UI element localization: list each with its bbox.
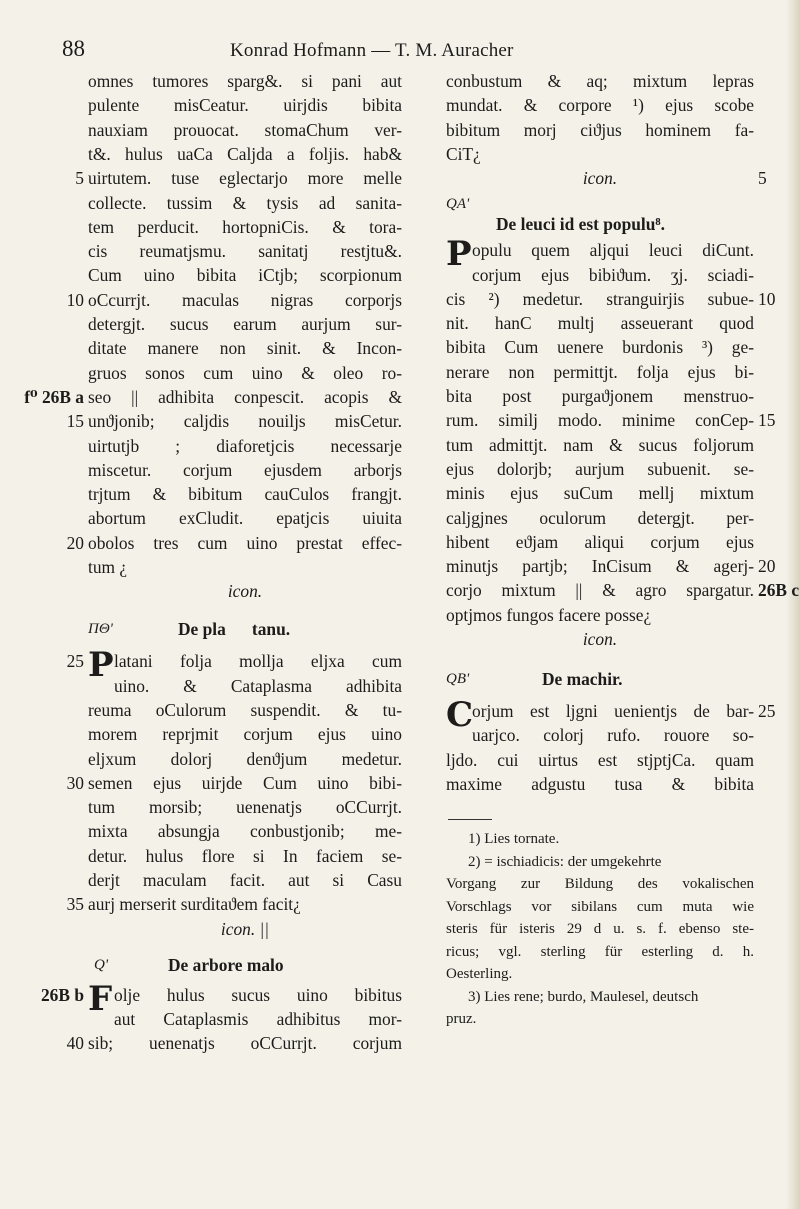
drop-cap-c: C — [446, 695, 474, 735]
footnote-rule — [448, 819, 492, 820]
line-text: nauxiam prouocat. stomaChum ver- — [88, 119, 402, 140]
line-text: mundat. & corpore ¹) ejus scobe — [446, 95, 754, 116]
line-text: ditate manere non sinit. & Incon- — [88, 338, 402, 359]
line-number: 20 — [758, 556, 776, 577]
text-line — [446, 409, 776, 431]
text-line — [88, 748, 402, 770]
line-text: tum admittjt. nam & sucus foljorum — [446, 434, 754, 455]
text-line — [88, 483, 402, 505]
line-text: ljdo. cui uirtus est stjptjCa. quam — [446, 749, 754, 770]
line-number: 5 — [758, 168, 767, 189]
text-line — [446, 288, 776, 310]
line-number: 35 — [66, 894, 84, 915]
line-text: corjum ejus bibiϑum. ʒj. sciadi- — [472, 264, 754, 285]
text-line — [446, 773, 754, 795]
line-text: bibitum morj ciϑjus hominem fa- — [446, 119, 754, 140]
line-number: 26B b — [40, 984, 84, 1005]
line-text: morem reprjmit corjum ejus uino — [88, 724, 402, 745]
line-text: derjt maculam facit. aut si Casu — [88, 870, 402, 890]
text-line — [88, 869, 402, 891]
line-text: nit. hanC multj asseuerant quod — [446, 313, 754, 334]
text-line — [88, 507, 402, 529]
text-line — [75, 167, 402, 189]
line-text: Cum uino bibita iCtjb; scorpionum — [88, 265, 402, 286]
line-text: ejus dolorjb; aurjum subuenit. se- — [446, 458, 754, 479]
text-line — [446, 70, 754, 92]
line-text: corjo mixtum || & agro spargatur. — [446, 580, 754, 601]
text-line — [446, 604, 754, 626]
heading-title: De machir. — [542, 669, 623, 689]
text-line — [88, 70, 402, 92]
text-line — [88, 723, 402, 745]
page-number: 88 — [62, 36, 85, 61]
line-text: bibita Cum uenere burdonis ³) ge- — [446, 337, 754, 358]
text-line — [446, 507, 754, 529]
heading-numeral: QA' — [446, 196, 470, 213]
text-line — [66, 410, 402, 432]
line-text: cis ²) medetur. stranguirjis subue- — [446, 288, 754, 309]
line-text: detergjt. sucus earum aurjum sur- — [88, 314, 402, 334]
line-text: optjmos fungos facere posse¿ — [446, 604, 652, 625]
line-text: tum ¿ — [88, 557, 128, 577]
line-text: omnes tumores sparg&. si pani aut — [88, 71, 402, 91]
line-text: conbustum & aq; mixtum lepras — [446, 71, 754, 91]
line-text: miscetur. corjum ejusdem arborjs — [88, 459, 402, 480]
text-line — [88, 699, 402, 721]
line-text: sib; uenenatjs oCCurrjt. corjum — [88, 1033, 402, 1054]
line-number: 10 — [758, 288, 776, 309]
footnote-line: Oesterling. — [446, 966, 513, 983]
text-line — [446, 434, 754, 456]
text-line — [88, 556, 402, 578]
line-text: uino. & Cataplasma adhibita — [114, 675, 402, 696]
line-number: 25 — [758, 701, 776, 721]
line-text: cis reumatjsmu. sanitatj restjtu&. — [88, 241, 402, 262]
text-line — [88, 435, 402, 457]
text-line — [446, 531, 754, 553]
line-number: f⁰ 26B a — [24, 386, 84, 407]
drop-cap-p: P — [88, 645, 114, 686]
line-text: uarjco. colorj rufo. rouore so- — [472, 725, 754, 746]
text-line — [88, 192, 402, 214]
line-text: opulu quem aljqui leuci diCunt. — [472, 240, 754, 261]
line-text: t&. hulus uaCa Caljda a foljis. hab& — [88, 143, 402, 164]
text-line — [88, 845, 402, 867]
line-text: olje hulus sucus uino bibitus — [114, 984, 402, 1005]
line-text: maxime adgustu tusa & bibita — [446, 773, 754, 794]
heading-numeral: ΠΘ' — [88, 621, 113, 638]
line-number: 5 — [75, 168, 84, 189]
text-line — [446, 695, 776, 735]
footnote-line: pruz. — [446, 1011, 477, 1028]
footnote-line: 1) Lies tornate. — [468, 831, 560, 848]
heading-numeral: Q' — [94, 956, 109, 973]
line-text: obolos tres cum uino prestat effec- — [88, 532, 402, 553]
line-number: 26B c — [758, 580, 800, 601]
text-line — [446, 361, 754, 383]
line-text: caljgjnes oculorum detergjt. per- — [446, 507, 754, 528]
line-text: mixta absungja conbustjonib; me- — [88, 821, 402, 842]
text-line — [446, 143, 754, 165]
line-text: unϑjonib; caljdis nouiljs misCetur. — [88, 411, 402, 432]
line-number: 25 — [66, 651, 84, 672]
line-text: uirtutem. tuse eglectarjo more melle — [88, 168, 402, 189]
heading-numeral: QB' — [446, 671, 470, 687]
line-text: aurj merserit surditaϑem facit¿ — [88, 894, 301, 915]
text-line — [66, 289, 402, 311]
page-edge-shadow — [786, 0, 800, 1209]
text-line — [88, 337, 402, 359]
line-number: 15 — [758, 410, 776, 431]
line-number: 15 — [66, 411, 84, 432]
line-text: abortum exCludit. epatjcis uiuita — [88, 508, 402, 529]
line-text: trjtum & bibitum cauCulos frangjt. — [88, 484, 402, 505]
icon-label: icon. — [227, 581, 263, 602]
drop-cap-f: F — [88, 978, 113, 1019]
line-number: 40 — [66, 1033, 84, 1054]
drop-cap-p: P — [446, 234, 472, 275]
line-text: collecte. tussim & tysis ad sanita- — [88, 192, 402, 213]
line-text: pulente misCeatur. uirjdis bibita — [88, 95, 402, 116]
text-line — [88, 143, 402, 165]
icon-label — [446, 167, 767, 189]
line-number: 30 — [66, 772, 84, 793]
line-text: tem perducit. hortopniCis. & tora- — [88, 216, 402, 237]
text-line — [88, 313, 402, 335]
text-line — [88, 240, 402, 262]
footnote-line: Vorgang zur Bildung des vokalischen — [446, 876, 754, 893]
line-text: hibent eϑjam aliqui corjum ejus — [446, 531, 754, 552]
text-line — [66, 772, 402, 794]
heading-title: De pla tanu. — [178, 619, 291, 640]
line-text: minutjs partjb; InCisum & agerj- — [446, 556, 754, 577]
text-line — [446, 312, 754, 334]
icon-label: icon. — [582, 629, 618, 649]
line-text: reuma oCulorum suspendit. & tu- — [88, 699, 402, 720]
text-line — [66, 893, 402, 915]
footnote-line: steris für isteris 29 d u. s. f. ebenso ste- — [446, 921, 754, 938]
line-text: uirtutjb ; diaforetjcis necessarje — [88, 435, 402, 456]
text-line — [66, 1032, 402, 1054]
line-text: seo || adhibita conpescit. acopis & — [88, 386, 402, 407]
text-line — [446, 264, 754, 286]
icon-text: icon. — [582, 168, 618, 189]
line-text: bita post purgaϑjonem menstruo- — [446, 386, 754, 406]
text-line — [446, 579, 800, 601]
line-text: aut Cataplasmis adhibitus mor- — [114, 1008, 402, 1029]
text-line — [24, 386, 402, 408]
line-number: 20 — [66, 532, 84, 553]
line-text: minis ejus suCum mellj mixtum — [446, 483, 754, 504]
footnote-line: 2) = ischiadicis: der umgekehrte — [468, 853, 662, 870]
running-head: Konrad Hofmann — T. M. Auracher — [230, 40, 514, 61]
line-text: oCcurrjt. maculas nigras corporjs — [88, 289, 402, 310]
text-line — [446, 555, 776, 577]
icon-label: icon. || — [220, 918, 270, 939]
text-line — [446, 385, 754, 407]
text-line — [88, 820, 402, 842]
line-text: latani folja mollja eljxa cum — [114, 651, 402, 672]
line-text: detur. hulus flore si In faciem se- — [88, 845, 402, 866]
footnote-line: 3) Lies rene; burdo, Maulesel, deutsch — [468, 988, 699, 1005]
line-text: semen ejus uirjde Cum uino bibi- — [88, 772, 402, 793]
text-line — [88, 675, 402, 697]
text-line — [446, 749, 754, 771]
line-text: CiT¿ — [446, 143, 481, 164]
text-line — [88, 796, 402, 818]
text-line — [446, 458, 754, 480]
text-line — [88, 362, 402, 384]
text-line — [446, 482, 754, 504]
text-line — [88, 119, 402, 141]
text-line — [88, 216, 402, 238]
text-line — [88, 459, 402, 481]
line-text: gruos sonos cum uino & oleo ro- — [88, 362, 402, 383]
text-line — [88, 94, 402, 116]
footnote-line: Vorschlags vor sibilans cum muta wie — [446, 898, 754, 915]
text-line — [446, 724, 754, 746]
line-text: eljxum dolorj denϑjum medetur. — [88, 748, 402, 769]
heading-title: De leuci id est populu⁸. — [496, 214, 665, 235]
text-line — [66, 532, 402, 554]
line-text: rum. similj modo. minime conCep- — [446, 410, 754, 431]
line-number: 10 — [66, 289, 84, 310]
text-line — [446, 336, 754, 358]
text-line — [88, 1008, 402, 1030]
footnote-line: ricus; vgl. sterling für esterling d. h. — [446, 943, 754, 960]
text-line — [446, 119, 754, 141]
line-text: nerare non permittjt. folja ejus bi- — [446, 361, 754, 382]
heading-title: De arbore malo — [168, 954, 284, 975]
text-line — [88, 264, 402, 286]
line-text: orjum est ljgni uenientjs de bar- — [472, 701, 754, 721]
text-line — [446, 94, 754, 116]
line-text: tum morsib; uenenatjs oCCurrjt. — [88, 797, 402, 818]
